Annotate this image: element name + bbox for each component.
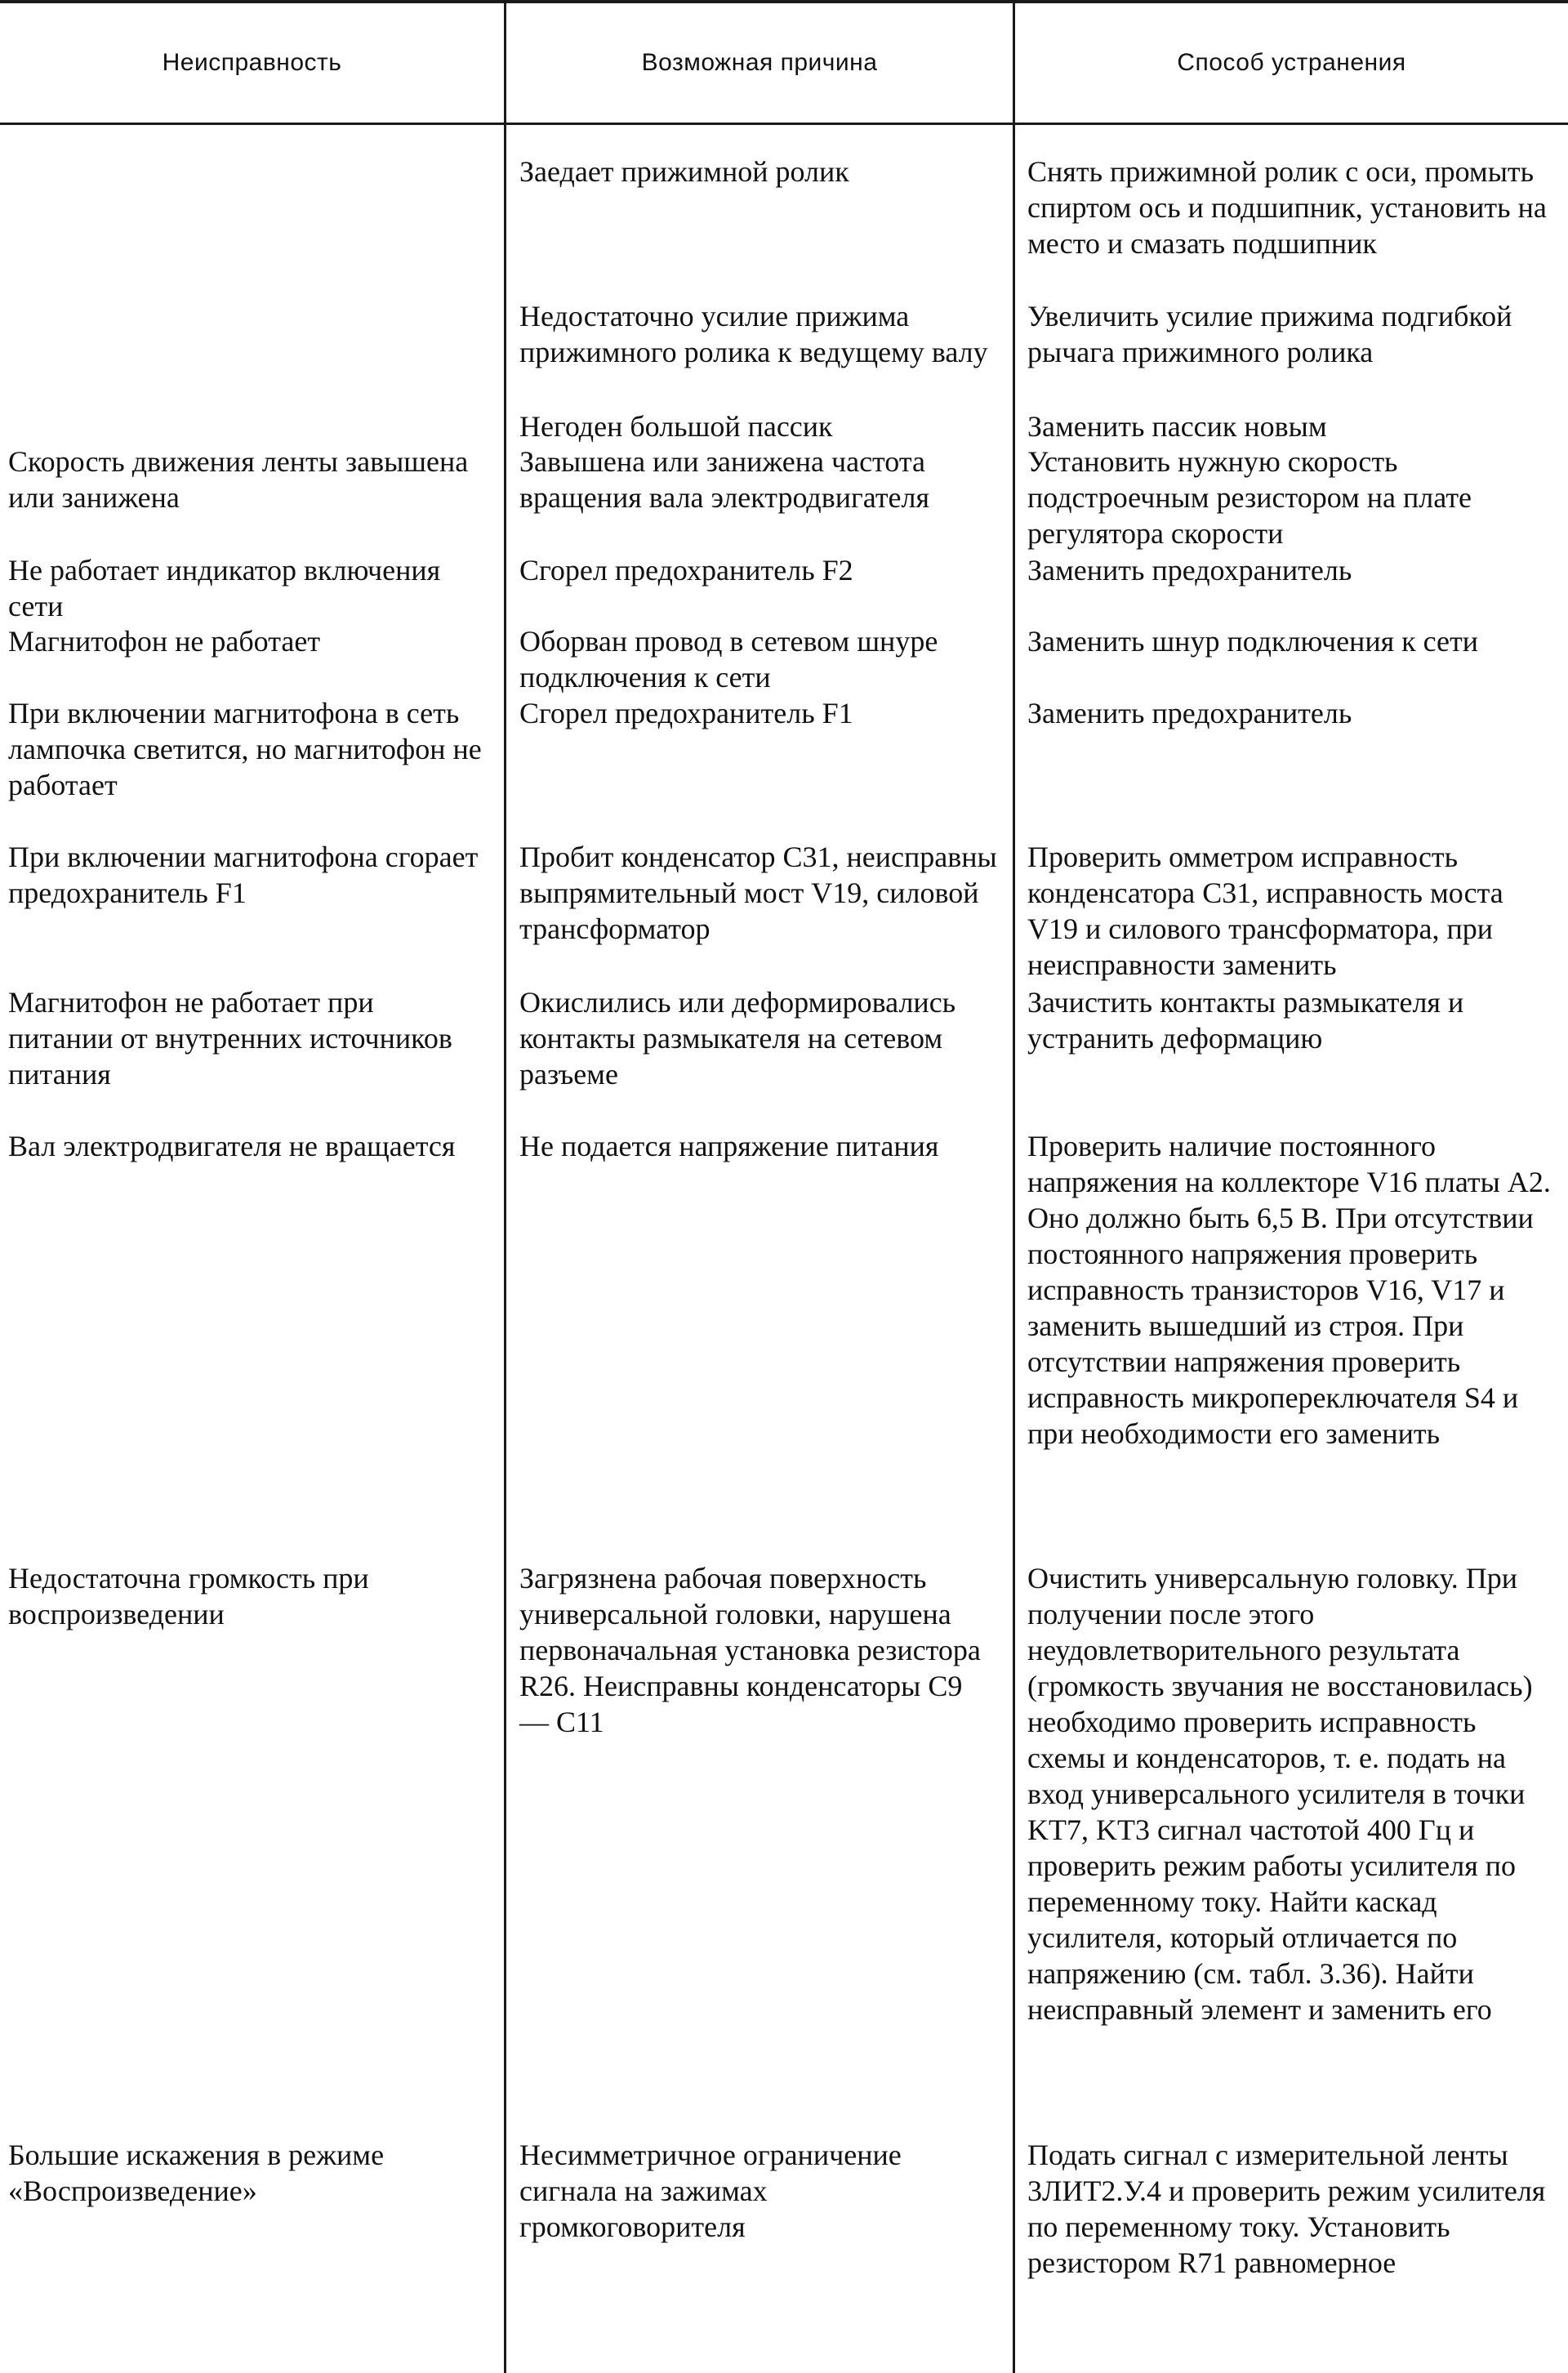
fix-cell: Заменить предохранитель	[1027, 554, 1352, 587]
cause-cell: Загрязнена рабочая поверхность универсальной головки, нарушена первоначальная установка резистора R26. Неисправны конденсаторы C9 — C11	[519, 1562, 981, 1738]
cause-cell: Завышена или занижена частота вращения вала электродвигателя	[519, 445, 930, 514]
fix-cell: Подать сигнал с измерительной ленты 3ЛИТ2.У.4 и проверить режим усилителя по переменному току. Установить резистором R71 равномерное	[1027, 2139, 1546, 2279]
column-header-fix: Способ устранения	[1177, 49, 1406, 76]
cause-cell: Несимметричное ограничение сигнала на зажимах громкоговорителя	[519, 2139, 902, 2243]
fix-cell: Заменить предохранитель	[1027, 697, 1352, 729]
cause-cell: Не подается напряжение питания	[519, 1130, 939, 1162]
fix-cell: Проверить омметром исправность конденсатора C31, исправность моста V19 и силового трансформатора, при неисправности заменить	[1027, 841, 1503, 981]
fix-cell: Очистить универсальную головку. При получении после этого неудовлетворительного результата (громкость звучания не восстановилась) необходимо проверить исправность схемы и конденсаторов, т. е. подать на вход универсального усилителя в точки KT7, KT3 сигнал частотой 400 Гц и проверить режим работы усилителя по переменному току. Найти каскад усилителя, который отличается по напряжению (см. табл. 3.36). Найти неисправный элемент и заменить его	[1027, 1562, 1533, 2026]
fix-cell: Снять прижимной ролик с оси, промыть спиртом ось и подшипник, установить на место и смазать подшипник	[1027, 155, 1547, 260]
fault-cell: При включении магнитофона в сеть лампочка светится, но магнитофон не работает	[8, 697, 482, 801]
fix-cell: Заменить шнур подключения к сети	[1027, 625, 1479, 658]
fix-cell: Заменить пассик новым	[1027, 410, 1327, 443]
cause-cell: Сгорел предохранитель F1	[519, 697, 853, 729]
column-header-cause: Возможная причина	[641, 49, 878, 76]
column-header-fault: Неисправность	[162, 49, 342, 76]
fault-cell: Не работает индикатор включения сети	[8, 554, 441, 622]
cause-cell: Окислились или деформировались контакты размыкателя на сетевом разъеме	[519, 986, 956, 1091]
fix-cell: Зачистить контакты размыкателя и устранить деформацию	[1027, 986, 1464, 1055]
cause-cell: Оборван провод в сетевом шнуре подключения к сети	[519, 625, 938, 694]
fix-cell: Проверить наличие постоянного напряжения на коллекторе V16 платы A2. Оно должно быть 6,5 В. При отсутствии постоянного напряжения проверить исправность транзисторов V16, V17 и заменить вышедший из строя. При отсутствии напряжения проверить исправность микропереключателя S4 и при необходимости его заменить	[1027, 1130, 1551, 1450]
fault-cell: Магнитофон не работает при питании от внутренних источников питания	[8, 986, 452, 1091]
fault-cell: Большие искажения в режиме «Воспроизведение»	[8, 2139, 385, 2207]
cause-cell: Сгорел предохранитель F2	[519, 554, 853, 587]
fault-cell: Вал электродвигателя не вращается	[8, 1130, 456, 1162]
column-divider	[1013, 0, 1015, 2373]
cause-cell: Заедает прижимной ролик	[519, 155, 849, 188]
cause-cell: Пробит конденсатор C31, неисправны выпрямительный мост V19, силовой трансформатор	[519, 841, 997, 945]
cause-cell: Негоден большой пассик	[519, 410, 833, 443]
header-rule	[0, 123, 1568, 125]
fix-cell: Установить нужную скорость подстроечным резистором на плате регулятора скорости	[1027, 445, 1472, 550]
fault-cell: Магнитофон не работает	[8, 625, 321, 658]
fault-cell: Скорость движения ленты завышена или занижена	[8, 445, 469, 514]
fix-cell: Увеличить усилие прижима подгибкой рычага прижимного ролика	[1027, 300, 1512, 368]
fault-cell: Недостаточна громкость при воспроизведении	[8, 1562, 369, 1630]
fault-cell: При включении магнитофона сгорает предохранитель F1	[8, 841, 479, 909]
top-rule	[0, 0, 1568, 3]
cause-cell: Недостаточно усилие прижима прижимного ролика к ведущему валу	[519, 300, 988, 368]
column-divider	[504, 0, 506, 2373]
